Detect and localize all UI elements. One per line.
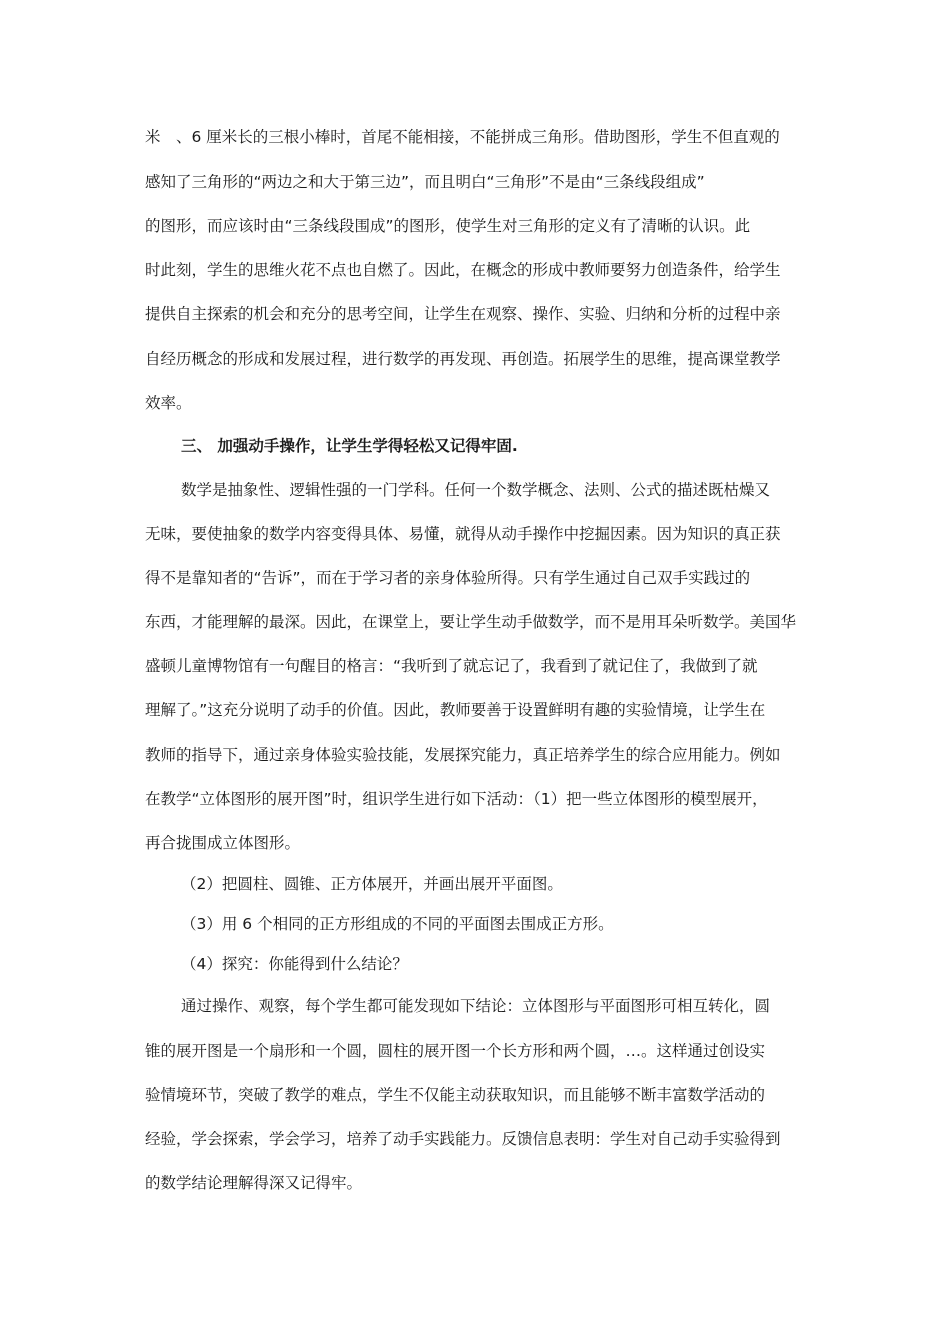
- text-line: 的图形，而应该时由“三条线段围成”的图形，使学生对三角形的定义有了清晰的认识。此: [145, 217, 751, 235]
- text-line: 提供自主探索的机会和充分的思考空间，让学生在观察、操作、实验、归纳和分析的过程中亲: [145, 305, 781, 323]
- section-heading: 三、 加强动手操作，让学生学得轻松又记得牢固.: [181, 437, 518, 455]
- text-line: 经验，学会探索，学会学习，培养了动手实践能力。反馈信息表明：学生对自己动手实验得到: [145, 1130, 781, 1148]
- text-line: 在教学“立体图形的展开图”时，组识学生进行如下活动：（1）把一些立体图形的模型展开，: [145, 790, 768, 808]
- text-line: 再合拢围成立体图形。: [145, 834, 301, 852]
- text-line: 锥的展开图是一个扇形和一个圆，圆柱的展开图一个长方形和两个圆，…。这样通过创设实: [145, 1042, 766, 1060]
- text-line: 无味，要使抽象的数学内容变得具体、易懂，就得从动手操作中挖掘因素。因为知识的真正获: [145, 525, 781, 543]
- text-line: 自经历概念的形成和发展过程，进行数学的再发现、再创造。拓展学生的思维，提高课堂教学: [145, 350, 781, 368]
- text-line: 米 、6 厘米长的三根小棒时，首尾不能相接，不能拼成三角形。借助图形，学生不但直观的: [145, 128, 780, 146]
- text-line: 的数学结论理解得深又记得牢。: [145, 1174, 363, 1192]
- text-line: 理解了。”这充分说明了动手的价值。因此，教师要善于设置鲜明有趣的实验情境，让学生在: [145, 701, 766, 719]
- text-line: 数学是抽象性、逻辑性强的一门学科。任何一个数学概念、法则、公式的描述既枯燥又: [181, 481, 771, 499]
- text-line: 得不是靠知者的“告诉”，而在于学习者的亲身体验所得。只有学生通过自己双手实践过的: [145, 569, 751, 587]
- text-line: 感知了三角形的“两边之和大于第三边”，而且明白“三角形”不是由“三条线段组成”: [145, 173, 705, 191]
- list-item: （4）探究：你能得到什么结论？: [181, 955, 408, 973]
- list-item: （3）用 6 个相同的正方形组成的不同的平面图去围成正方形。: [181, 915, 614, 933]
- list-item: （2）把圆柱、圆锥、正方体展开，并画出展开平面图。: [181, 875, 563, 893]
- text-line: 通过操作、观察，每个学生都可能发现如下结论：立体图形与平面图形可相互转化，圆: [181, 997, 771, 1015]
- text-line: 盛顿儿童博物馆有一句醒目的格言：“我听到了就忘记了，我看到了就记住了，我做到了就: [145, 657, 758, 675]
- text-line: 时此刻，学生的思维火花不点也自燃了。因此，在概念的形成中教师要努力创造条件，给学生: [145, 261, 781, 279]
- text-line: 验情境环节，突破了教学的难点，学生不仅能主动获取知识，而且能够不断丰富数学活动的: [145, 1086, 766, 1104]
- text-line: 效率。: [145, 394, 192, 412]
- text-line: 东西，才能理解的最深。因此，在课堂上，要让学生动手做数学，而不是用耳朵听数学。美国华: [145, 613, 797, 631]
- text-line: 教师的指导下，通过亲身体验实验技能，发展探究能力，真正培养学生的综合应用能力。例如: [145, 746, 781, 764]
